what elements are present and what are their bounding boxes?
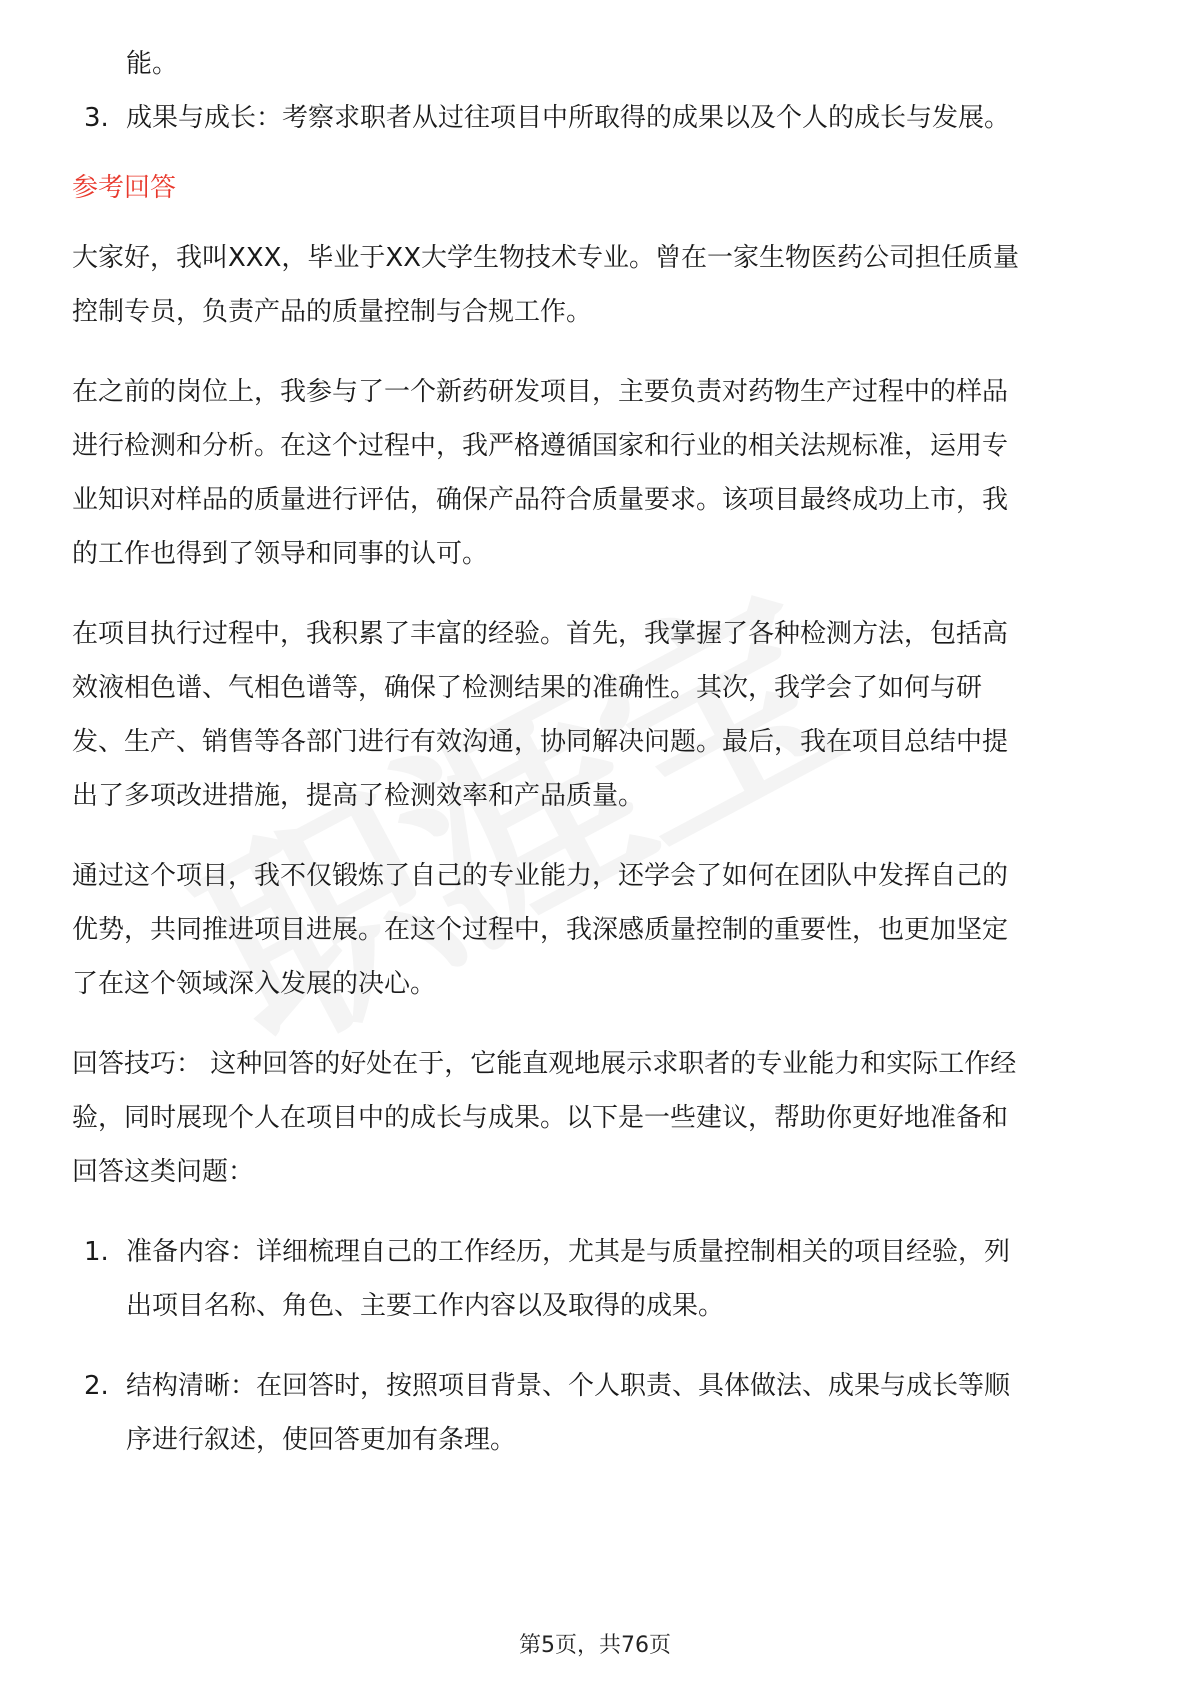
paragraph-line: 发、生产、销售等各部门进行有效沟通，协同解决问题。最后，我在项目总结中提	[72, 727, 1009, 757]
tip-line: 序进行叙述，使回答更加有条理。	[126, 1425, 517, 1455]
paragraph-line: 的工作也得到了领导和同事的认可。	[72, 539, 489, 569]
paragraph-line: 出了多项改进措施，提高了检测效率和产品质量。	[72, 781, 645, 811]
tip-line: 出项目名称、角色、主要工作内容以及取得的成果。	[126, 1291, 725, 1321]
paragraph-line: 验，同时展现个人在项目中的成长与成果。以下是一些建议，帮助你更好地准备和	[72, 1103, 1009, 1133]
paragraph-line: 在之前的岗位上，我参与了一个新药研发项目，主要负责对药物生产过程中的样品	[72, 377, 1009, 407]
tip-line: 准备内容：详细梳理自己的工作经历，尤其是与质量控制相关的项目经验，列	[126, 1237, 1011, 1267]
paragraph-line: 业知识对样品的质量进行评估，确保产品符合质量要求。该项目最终成功上市，我	[72, 485, 1009, 515]
list-item-text: 成果与成长：考察求职者从过往项目中所取得的成果以及个人的成长与发展。	[126, 103, 1011, 133]
tip-line: 结构清晰：在回答时，按照项目背景、个人职责、具体做法、成果与成长等顺	[126, 1371, 1011, 1401]
paragraph-line: 控制专员，负责产品的质量控制与合规工作。	[72, 297, 593, 327]
list-number: 1.	[84, 1237, 109, 1267]
paragraph-line: 了在这个领域深入发展的决心。	[72, 969, 437, 999]
paragraph-line: 通过这个项目，我不仅锻炼了自己的专业能力，还学会了如何在团队中发挥自己的	[72, 861, 1009, 891]
page-number: 第5页，共76页	[519, 1633, 671, 1658]
section-heading: 参考回答	[72, 173, 177, 203]
paragraph-line: 在项目执行过程中，我积累了丰富的经验。首先，我掌握了各种检测方法，包括高	[72, 619, 1009, 649]
list-continuation-text: 能。	[126, 49, 179, 79]
paragraph-line: 回答技巧： 这种回答的好处在于，它能直观地展示求职者的专业能力和实际工作经	[72, 1049, 1017, 1079]
paragraph-line: 回答这类问题：	[72, 1157, 255, 1187]
paragraph-line: 效液相色谱、气相色谱等，确保了检测结果的准确性。其次，我学会了如何与研	[72, 673, 983, 703]
paragraph-line: 进行检测和分析。在这个过程中，我严格遵循国家和行业的相关法规标准，运用专	[72, 431, 1009, 461]
list-number: 3.	[84, 103, 109, 133]
list-number: 2.	[84, 1371, 109, 1401]
paragraph-line: 大家好，我叫XXX，毕业于XX大学生物技术专业。曾在一家生物医药公司担任质量	[72, 243, 1020, 273]
paragraph-line: 优势，共同推进项目进展。在这个过程中，我深感质量控制的重要性，也更加坚定	[72, 915, 1009, 945]
